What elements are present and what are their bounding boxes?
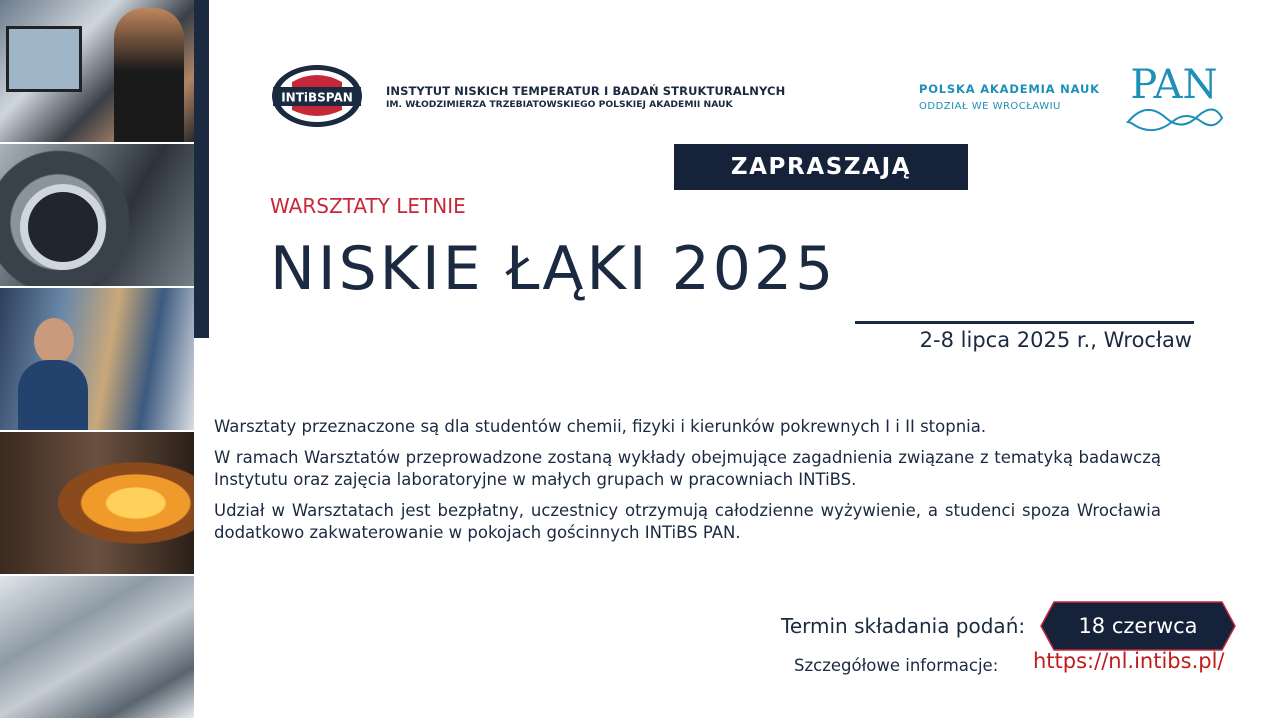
head-shape — [34, 318, 74, 364]
event-subtitle: WARSZTATY LETNIE — [270, 194, 466, 218]
deadline-label: Termin składania podań: — [781, 614, 1026, 638]
torso-shape — [18, 360, 88, 430]
academy-name: POLSKA AKADEMIA NAUK — [919, 82, 1100, 96]
info-label: Szczegółowe informacje: — [794, 656, 999, 675]
accent-bar — [194, 0, 209, 338]
researcher-shape — [114, 8, 184, 144]
event-date-place: 2-8 lipca 2025 r., Wrocław — [919, 328, 1192, 352]
lab-photo-researcher — [0, 288, 194, 432]
date-divider — [855, 321, 1194, 324]
institute-subname: IM. WŁODZIMIERZA TRZEBIATOWSKIEGO POLSKIEJ AKADEMII NAUK — [386, 99, 733, 110]
description-paragraph-3: Udział w Warsztatach jest bezpłatny, uczestnicy otrzymują całodzienne wyżywienie, a studenci spoza Wrocławia dodatkowo zakwaterowanie w pokojach gościnnych INTiBS PAN. — [214, 500, 1161, 542]
lab-photo-microscope — [0, 0, 194, 144]
pan-logo — [1122, 60, 1226, 136]
academy-branch: ODDZIAŁ WE WROCŁAWIU — [919, 101, 1061, 112]
event-title: NISKIE ŁĄKI 2025 — [270, 234, 837, 304]
deadline-value: 18 czerwca — [1078, 614, 1198, 638]
lab-photo-glassblowing — [0, 432, 194, 576]
pan-logo-text: PAN — [1130, 62, 1218, 108]
lab-photo-vacuum-chamber — [0, 144, 194, 288]
intibs-logo — [270, 62, 364, 130]
deadline-badge — [1040, 601, 1236, 651]
photo-strip — [0, 0, 194, 720]
description-paragraph-2: W ramach Warsztatów przeprowadzone zostaną wykłady obejmujące zagadnienia związane z tematyką badawczą Instytutu oraz zajęcia laboratoryjne w małych grupach w pracowniach INTiBS. — [214, 447, 1161, 489]
institute-name: INSTYTUT NISKICH TEMPERATUR I BADAŃ STRUKTURALNYCH — [386, 84, 786, 98]
intibs-logo-text: INTiBSPAN — [281, 90, 353, 105]
description-paragraph-1: Warsztaty przeznaczone są dla studentów chemii, fizyki i kierunków pokrewnych I i II stopnia. — [214, 417, 987, 436]
monitor-shape — [6, 26, 82, 92]
invite-banner: ZAPRASZAJĄ — [674, 144, 968, 190]
info-link[interactable]: https://nl.intibs.pl/ — [1033, 649, 1225, 673]
event-description — [214, 416, 1161, 553]
lab-photo-equipment — [0, 576, 194, 720]
flange-shape — [20, 184, 106, 270]
